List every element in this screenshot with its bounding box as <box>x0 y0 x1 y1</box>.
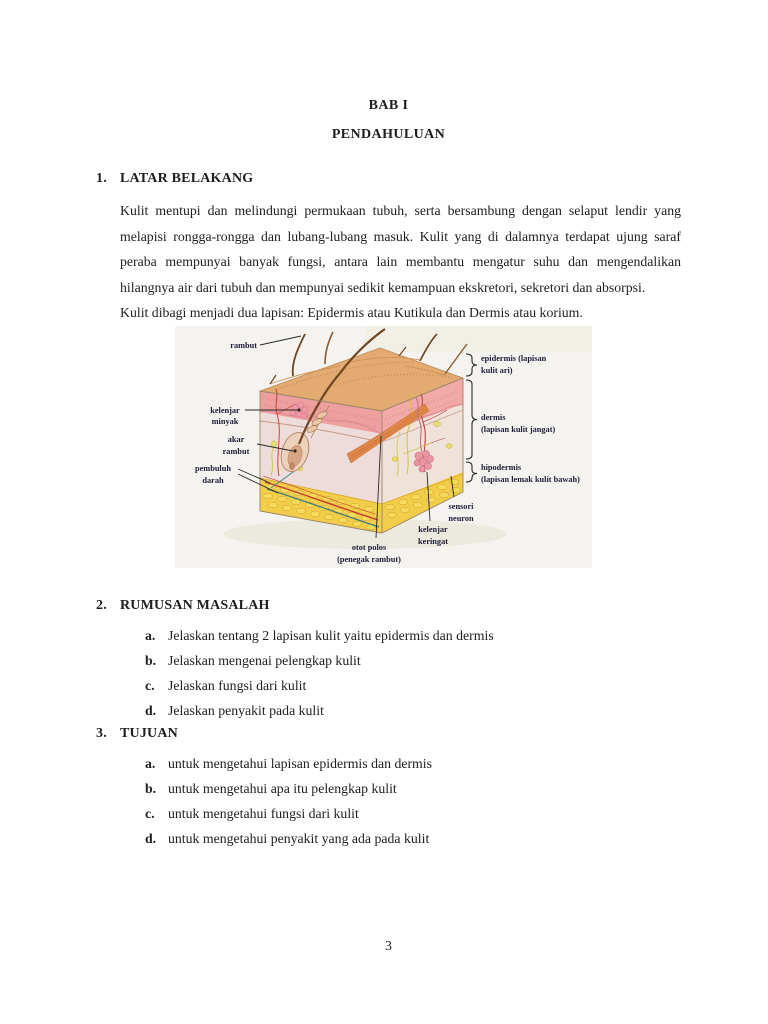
section-number: 3. <box>96 725 107 741</box>
list-item-text: untuk mengetahui penyakit yang ada pada kulit <box>168 830 430 846</box>
chapter-title <box>96 91 681 149</box>
paragraph: Kulit mentupi dan melindungi permukaan tubuh, serta bersambung dengan selaput lendir yang melapisi rongga-rongga dan lubang-lubang masuk. Kulit yang di dalamnya terdapat ujung saraf peraba mempunyai banyak fungsi, antara lain membantu mengatur suhu dan mengendalikan hilangnya air dari tubuh dan mempunyai sedikit kemampuan ekskretori, sekretori dan absorpsi. <box>120 203 681 295</box>
list <box>96 751 681 851</box>
list-item-text: Jelaskan fungsi dari kulit <box>168 677 307 693</box>
section-heading-text: LATAR BELAKANG <box>120 171 254 186</box>
label-kelenjar-keringat: keringat <box>418 536 448 546</box>
list-item-text: untuk mengetahui apa itu pelengkap kulit <box>168 780 397 796</box>
list-item-letter: b. <box>145 652 157 668</box>
label-dermis: (lapisan kulit jangat) <box>481 424 556 434</box>
background-blotch <box>365 326 592 352</box>
list <box>96 623 681 723</box>
list-item-letter: d. <box>145 702 157 718</box>
section-heading-text: TUJUAN <box>120 725 178 741</box>
list-item-text: Jelaskan tentang 2 lapisan kulit yaitu epidermis dan dermis <box>168 627 494 643</box>
paragraph: Kulit dibagi menjadi dua lapisan: Epidermis atau Kutikula dan Dermis atau korium. <box>120 305 583 320</box>
list-item-letter: a. <box>145 627 156 643</box>
list-item <box>145 801 681 826</box>
list-item <box>145 826 681 851</box>
label-akar-rambut: rambut <box>222 446 250 456</box>
label-sensori-neuron: neuron <box>448 513 474 523</box>
label-pembuluh-darah: pembuluh <box>195 463 231 473</box>
chapter-title-line1: BAB I <box>368 98 409 113</box>
section-heading-text: RUMUSAN MASALAH <box>120 597 270 613</box>
list-item <box>145 776 681 801</box>
list-item-letter: c. <box>145 805 155 821</box>
label-dermis: dermis <box>481 412 506 422</box>
label-hipodermis: hipodermis <box>481 462 522 472</box>
label-sensori-neuron: sensori <box>448 501 474 511</box>
section-tujuan <box>96 725 681 851</box>
label-otot-polos: otot polos <box>351 542 387 552</box>
skin-diagram-svg <box>175 326 592 568</box>
list-item <box>145 648 681 673</box>
list-item-letter: a. <box>145 755 156 771</box>
label-kelenjar-keringat: kelenjar <box>418 524 448 534</box>
section-number: 1. <box>96 171 107 186</box>
page-number: 3 <box>385 937 392 953</box>
chapter-title-line2: PENDAHULUAN <box>331 127 446 142</box>
label-rambut: rambut <box>230 340 257 350</box>
list-item <box>145 751 681 776</box>
label-epidermis: kulit ari) <box>481 365 513 375</box>
label-otot-polos: (penegak rambut) <box>337 554 401 564</box>
dermal-papilla <box>289 462 295 470</box>
list-item <box>145 673 681 698</box>
list-item-text: Jelaskan penyakit pada kulit <box>168 702 324 718</box>
label-akar-rambut: akar <box>227 434 245 444</box>
section-heading <box>96 725 681 743</box>
list-item-text: untuk mengetahui lapisan epidermis dan dermis <box>168 755 432 771</box>
skin-anatomy-figure <box>175 326 592 568</box>
label-epidermis: epidermis (lapisan <box>481 353 547 363</box>
label-kelenjar-minyak: kelenjar <box>210 405 240 415</box>
section-latar-belakang <box>96 170 681 326</box>
list-item-text: untuk mengetahui fungsi dari kulit <box>168 805 359 821</box>
list-item <box>145 623 681 648</box>
label-kelenjar-minyak: minyak <box>211 416 239 426</box>
list-item-letter: b. <box>145 780 157 796</box>
label-pembuluh-darah: darah <box>202 475 224 485</box>
section-number: 2. <box>96 597 107 613</box>
list-item <box>145 698 681 723</box>
section-heading <box>96 597 681 615</box>
list-item-letter: d. <box>145 830 157 846</box>
list-item-text: Jelaskan mengenai pelengkap kulit <box>168 652 361 668</box>
section-heading <box>96 170 681 188</box>
label-hipodermis: (lapisan lemak kulit bawah) <box>481 474 580 484</box>
list-item-letter: c. <box>145 677 155 693</box>
section-rumusan-masalah <box>96 597 681 723</box>
